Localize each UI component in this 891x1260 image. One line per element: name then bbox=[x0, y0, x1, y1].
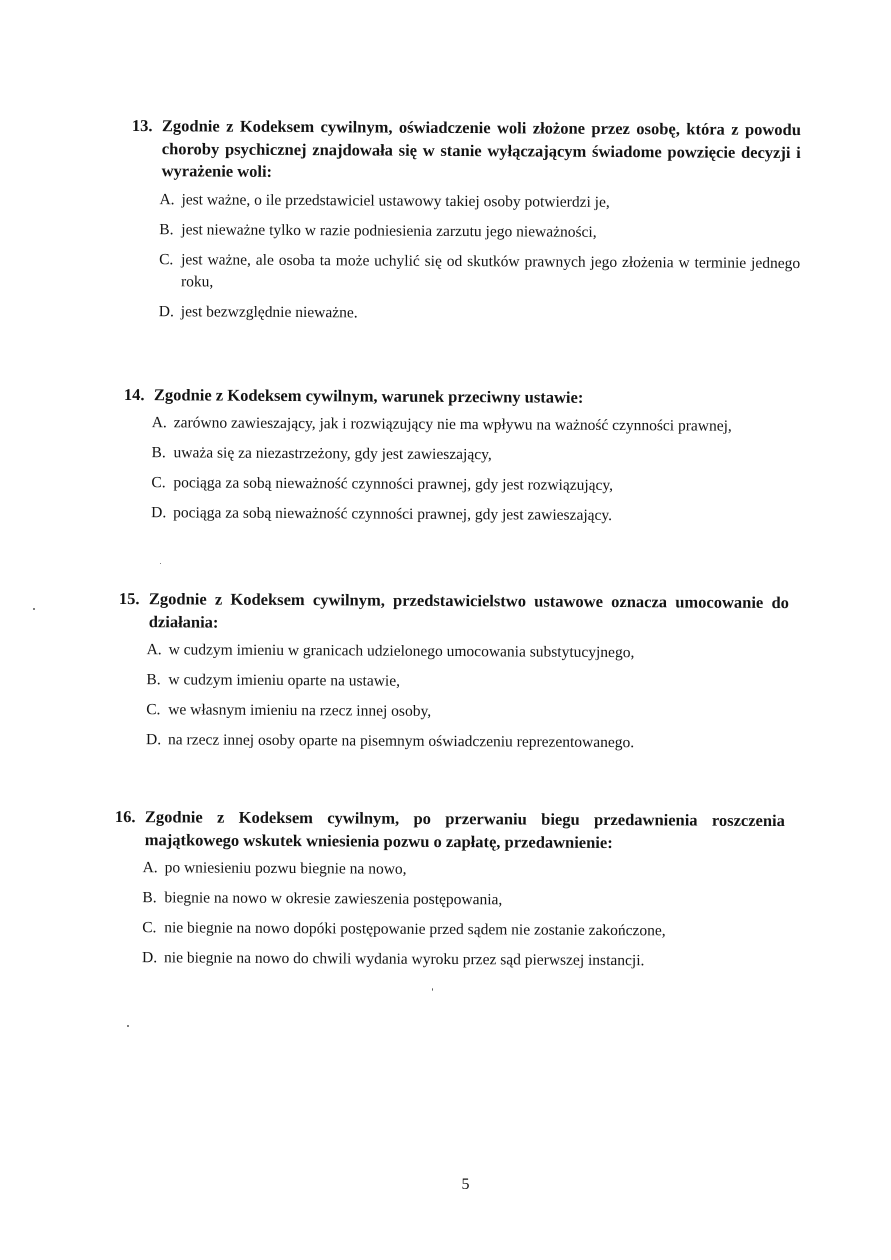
question-text: Zgodnie z Kodeksem cywilnym, przedstawicielstwo ustawowe oznacza umocowanie do działania: bbox=[148, 589, 789, 632]
option-letter: B. bbox=[142, 889, 157, 907]
option-letter: D. bbox=[142, 949, 158, 967]
answer-option-d bbox=[151, 502, 793, 528]
question-text: Zgodnie z Kodeksem cywilnym, oświadczenie woli złożone przez osobę, która z powodu choroby psychicznej znajdowała się w stanie wyłączającym świadome powzięcie decyzji i wyrażenie woli: bbox=[161, 116, 801, 181]
answer-option-a bbox=[152, 412, 794, 438]
option-letter: D. bbox=[158, 302, 174, 320]
question-14 bbox=[123, 383, 794, 536]
scan-speck bbox=[127, 1025, 129, 1027]
option-letter: A. bbox=[159, 190, 175, 208]
question-number: 13. bbox=[131, 115, 153, 136]
answer-option-d bbox=[159, 301, 800, 327]
option-text: we własnym imieniu na rzecz innej osoby, bbox=[168, 701, 432, 720]
answer-option-c bbox=[142, 917, 784, 943]
answer-option-d bbox=[146, 729, 788, 755]
answer-options bbox=[159, 189, 801, 327]
answer-option-a bbox=[159, 189, 800, 215]
answer-options bbox=[151, 412, 794, 528]
option-text: uważa się za niezastrzeżony, gdy jest zawieszający, bbox=[173, 444, 492, 464]
answer-options bbox=[146, 639, 789, 755]
answer-option-a bbox=[143, 857, 785, 883]
question-16 bbox=[114, 805, 785, 981]
option-letter: C. bbox=[151, 474, 166, 492]
option-letter: A. bbox=[146, 641, 162, 659]
page-number: 5 bbox=[461, 1176, 470, 1193]
option-letter: D. bbox=[151, 504, 167, 522]
option-text: na rzecz innej osoby oparte na pisemnym oświadczeniu reprezentowanego. bbox=[168, 731, 635, 752]
option-text: w cudzym imieniu w granicach udzielonego umocowania substytucyjnego, bbox=[168, 641, 635, 662]
option-text: pociąga za sobą nieważność czynności prawnej, gdy jest zawieszający. bbox=[173, 504, 613, 524]
option-text: jest nieważne tylko w razie podniesienia zarzutu jego nieważności, bbox=[181, 220, 597, 241]
option-letter: C. bbox=[142, 919, 157, 937]
answer-options bbox=[142, 857, 785, 973]
scan-speck bbox=[160, 563, 161, 564]
scan-speck bbox=[432, 988, 433, 991]
option-letter: B. bbox=[159, 220, 174, 238]
option-text: po wniesieniu pozwu biegnie na nowo, bbox=[164, 859, 407, 878]
option-letter: C. bbox=[159, 250, 174, 268]
option-text: jest ważne, ale osoba ta może uchylić się od skutków prawnych jego złożenia w terminie jednego roku, bbox=[180, 250, 801, 290]
question-number: 16. bbox=[114, 806, 136, 827]
question-heading bbox=[119, 587, 789, 637]
answer-option-b bbox=[152, 442, 794, 468]
option-text: biegnie na nowo w okresie zawieszenia postępowania, bbox=[164, 889, 503, 909]
option-letter: A. bbox=[151, 414, 167, 432]
option-text: jest ważne, o ile przedstawiciel ustawowy takiej osoby potwierdzi je, bbox=[181, 190, 610, 211]
question-number: 15. bbox=[118, 588, 140, 609]
answer-option-b bbox=[142, 887, 784, 913]
question-heading bbox=[115, 805, 785, 855]
answer-option-a bbox=[147, 639, 789, 665]
question-heading bbox=[132, 115, 801, 187]
option-letter: D. bbox=[146, 731, 162, 749]
option-text: nie biegnie na nowo dopóki postępowanie przed sądem nie zostanie zakończone, bbox=[164, 919, 666, 940]
question-heading bbox=[124, 383, 794, 410]
option-text: pociąga za sobą nieważność czynności prawnej, gdy jest rozwiązujący, bbox=[173, 474, 614, 494]
option-letter: C. bbox=[146, 701, 161, 719]
option-text: w cudzym imieniu oparte na ustawie, bbox=[168, 671, 401, 690]
question-text: Zgodnie z Kodeksem cywilnym, warunek przeciwny ustawie: bbox=[153, 385, 584, 407]
option-letter: B. bbox=[151, 444, 166, 462]
option-text: jest bezwzględnie nieważne. bbox=[180, 302, 358, 321]
scan-speck bbox=[33, 608, 35, 610]
answer-option-c bbox=[151, 472, 793, 498]
question-13 bbox=[131, 115, 801, 335]
answer-option-c bbox=[146, 699, 788, 725]
question-number: 14. bbox=[123, 384, 145, 405]
option-letter: B. bbox=[146, 671, 161, 689]
answer-option-d bbox=[142, 947, 784, 973]
answer-option-b bbox=[146, 669, 788, 695]
question-15 bbox=[118, 587, 789, 763]
answer-option-b bbox=[159, 219, 800, 245]
answer-option-c bbox=[159, 249, 800, 297]
option-text: zarówno zawieszający, jak i rozwiązujący nie ma wpływu na ważność czynności prawnej, bbox=[173, 414, 732, 435]
question-text: Zgodnie z Kodeksem cywilnym, po przerwaniu biegu przedawnienia roszczenia majątkowego wskutek wniesienia pozwu o zapłatę, przedawnienie: bbox=[144, 807, 785, 853]
option-text: nie biegnie na nowo do chwili wydania wyroku przez sąd pierwszej instancji. bbox=[164, 949, 645, 970]
option-letter: A. bbox=[142, 859, 158, 877]
